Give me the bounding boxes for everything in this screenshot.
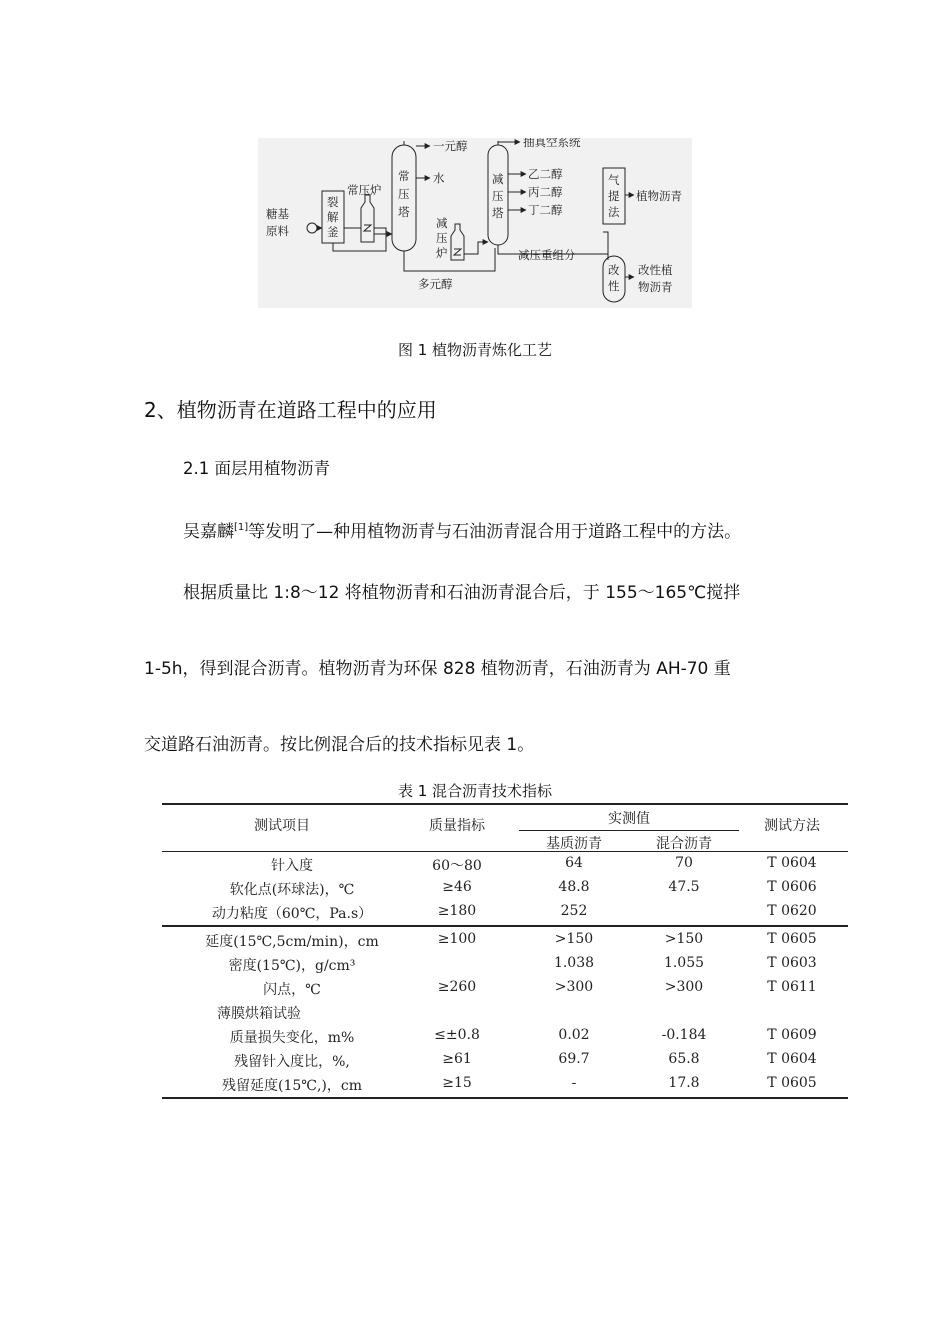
label-tower-2-c: 塔 (492, 206, 504, 220)
label-stripper-b: 提 (608, 189, 620, 203)
paragraph-2: 根据质量比 1:8～12 将植物沥青和石油沥青混合后，于 155～165℃搅拌 (183, 583, 741, 603)
paragraph-3: 1-5h，得到混合沥青。植物沥青为环保 828 植物沥青，石油沥青为 AH-70 重 (144, 659, 731, 679)
label-vacuum-system: 抽真空系统 (523, 138, 581, 149)
label-ethylene-glycol: 乙二醇 (528, 167, 563, 181)
cell-spec: ≥100 (437, 931, 477, 947)
citation-ref[interactable]: [1] (234, 522, 249, 533)
label-modifier-b: 性 (608, 279, 620, 293)
cell-method: T 0606 (767, 879, 817, 895)
cell-method: T 0605 (767, 931, 817, 947)
label-tower-1-a: 常 (398, 169, 410, 183)
header-measured: 实测值 (608, 811, 650, 827)
header-method: 测试方法 (764, 818, 820, 834)
cell-base: - (571, 1075, 577, 1091)
cell-method: T 0603 (767, 955, 817, 971)
label-water: 水 (433, 171, 445, 185)
table-bottom-rule (162, 1097, 848, 1099)
header-item: 测试项目 (254, 818, 310, 834)
label-polyol: 多元醇 (418, 277, 453, 291)
cell-mixed: 70 (675, 855, 693, 871)
label-tower-1-b: 压 (398, 187, 410, 201)
cell-base: >150 (554, 931, 594, 947)
label-stripper-a: 气 (608, 173, 620, 187)
label-modifier-a: 改 (608, 263, 620, 277)
cell-spec: ≤±0.8 (434, 1027, 480, 1043)
cell-spec: ≥260 (437, 979, 477, 995)
cell-base: 1.038 (553, 955, 595, 971)
cell-base: 0.02 (558, 1027, 590, 1043)
label-tower-1-c: 塔 (398, 205, 410, 219)
cell-item: 软化点(环球法)，℃ (229, 882, 355, 898)
cell-item: 针入度 (271, 858, 313, 874)
label-raw-material-1: 糖基 (266, 207, 289, 221)
cell-mixed: >150 (664, 931, 704, 947)
label-modified-2: 物沥青 (638, 280, 673, 294)
cell-spec: ≥61 (442, 1051, 472, 1067)
cell-item: 残留延度(15℃,)，cm (222, 1078, 362, 1094)
cell-mixed: 1.055 (663, 955, 705, 971)
label-reactor-1: 裂 (327, 195, 339, 209)
cell-mixed: 65.8 (668, 1051, 700, 1067)
cell-method: T 0604 (767, 855, 817, 871)
paragraph-1-author: 吴嘉麟 (183, 522, 234, 542)
table-sub-header-rule (519, 830, 739, 831)
section-heading: 2、植物沥青在道路工程中的应用 (144, 398, 437, 422)
cell-method: T 0620 (767, 903, 817, 919)
cell-spec: ≥180 (437, 903, 477, 919)
paragraph-4: 交道路石油沥青。按比例混合后的技术指标见表 1。 (144, 735, 535, 755)
table-header-rule (162, 851, 848, 852)
label-furnace-2-a: 减 (436, 216, 448, 230)
cell-method: T 0609 (767, 1027, 817, 1043)
table-group-rule (162, 925, 848, 927)
label-stripper-c: 法 (608, 205, 620, 219)
header-spec: 质量指标 (429, 818, 485, 834)
label-raw-material-2: 原料 (266, 224, 289, 238)
figure-caption: 图 1 植物沥青炼化工艺 (397, 341, 553, 359)
paragraph-1-text: 等发明了—种用植物沥青与石油沥青混合用于道路工程中的方法。 (248, 522, 742, 542)
cell-item: 动力粘度（60℃，Pa.s） (211, 906, 373, 922)
feed-pump-icon (307, 223, 317, 233)
label-propylene-glycol: 丙二醇 (528, 185, 563, 199)
cell-item: 残留针入度比，%, (234, 1054, 350, 1070)
header-mixed: 混合沥青 (656, 836, 712, 852)
label-butylene-glycol: 丁二醇 (528, 203, 563, 217)
label-tower-2-a: 减 (492, 172, 504, 186)
table-caption: 表 1 混合沥青技术指标 (397, 782, 553, 800)
cell-item: 密度(15℃)，g/cm³ (228, 958, 356, 974)
table-top-rule (162, 803, 848, 805)
cell-item: 闪点，℃ (263, 982, 321, 998)
label-reactor-2: 解 (327, 210, 339, 224)
cell-method: T 0611 (767, 979, 817, 995)
label-furnace-1: 常压炉 (347, 183, 382, 197)
label-tower-2-b: 压 (492, 189, 504, 203)
cell-mixed: 47.5 (668, 879, 700, 895)
paragraph-1 (183, 517, 741, 542)
cell-item: 薄膜烘箱试验 (217, 1006, 301, 1022)
label-plant-asphalt: 植物沥青 (636, 189, 682, 203)
subsection-heading: 2.1 面层用植物沥青 (183, 459, 330, 478)
cell-base: 252 (560, 903, 588, 919)
label-reactor-3: 釜 (327, 225, 339, 239)
header-base: 基质沥青 (546, 836, 602, 852)
cell-base: >300 (554, 979, 594, 995)
cell-base: 69.7 (558, 1051, 590, 1067)
cell-mixed: >300 (664, 979, 704, 995)
cell-spec: ≥15 (442, 1075, 472, 1091)
label-modified-1: 改性植 (638, 263, 673, 277)
process-flow-diagram (258, 138, 692, 308)
label-furnace-2-b: 压 (436, 231, 448, 245)
cell-mixed: 17.8 (668, 1075, 700, 1091)
cell-spec: ≥46 (442, 879, 472, 895)
label-monohydric-alcohol: 一元醇 (433, 139, 468, 153)
cell-mixed: -0.184 (661, 1027, 707, 1043)
cell-method: T 0605 (767, 1075, 817, 1091)
process-flow-svg (258, 138, 692, 308)
label-vacuum-heavy: 减压重组分 (518, 248, 576, 262)
cell-spec: 60～80 (432, 858, 482, 874)
furnace-1-shape (361, 195, 374, 242)
cell-base: 48.8 (558, 879, 590, 895)
cell-method: T 0604 (767, 1051, 817, 1067)
cell-item: 延度(15℃,5cm/min)，cm (205, 934, 379, 950)
cell-base: 64 (565, 855, 583, 871)
cell-item: 质量损失变化，m% (229, 1030, 355, 1046)
label-furnace-2-c: 炉 (436, 246, 448, 260)
